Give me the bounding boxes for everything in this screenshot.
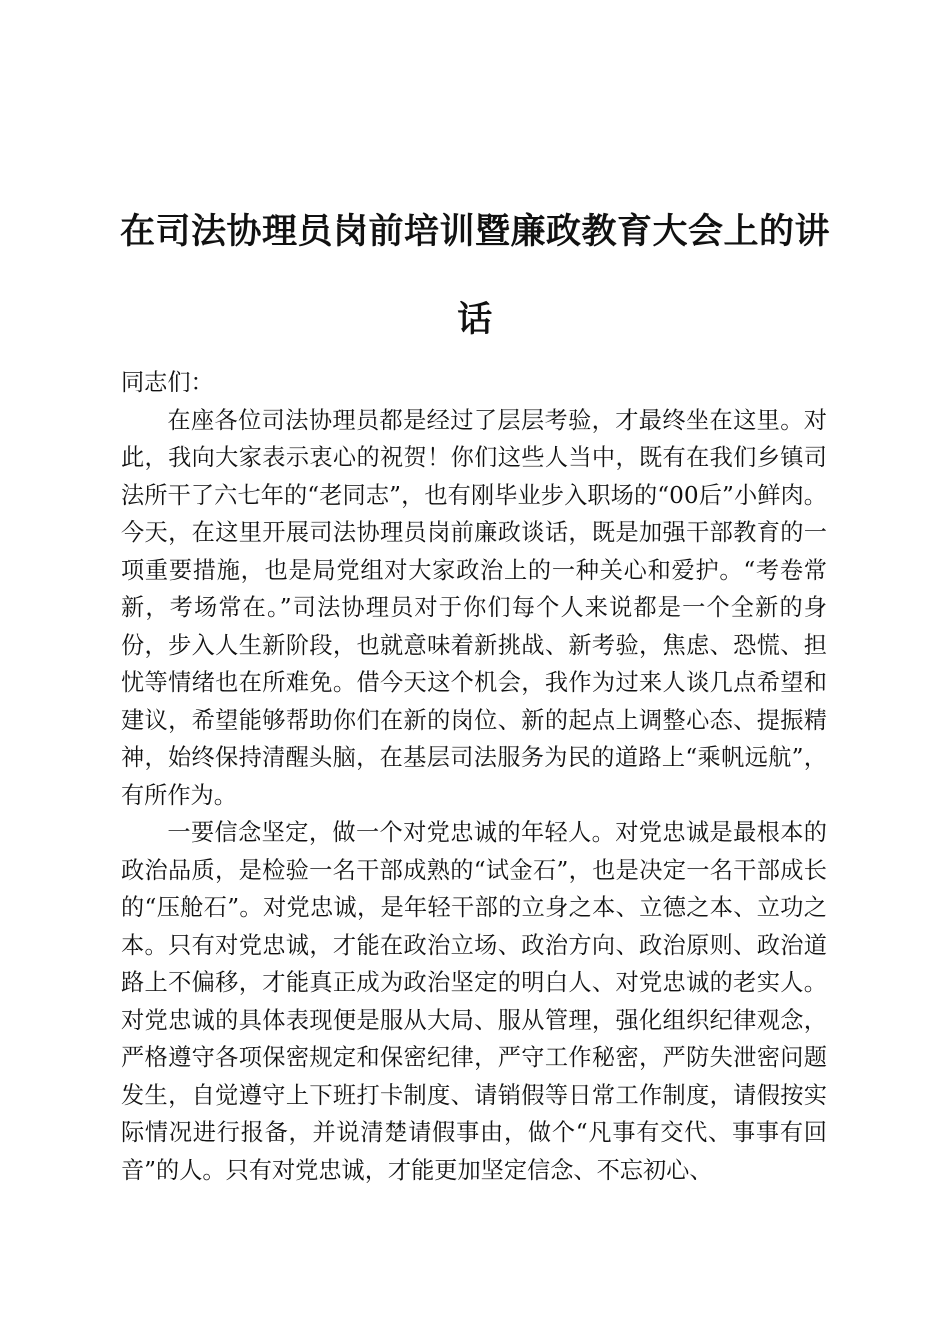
salutation: 同志们： [121,369,214,396]
document-body [121,364,827,1189]
paragraph-intro: 在座各位司法协理员都是经过了层层考验，才最终坐在这里。对此，我向大家表示衷心的祝贺！你们这些人当中，既有在我们乡镇司法所干了六七年的“老同志”，也有刚毕业步入职场的“00后”小鲜肉。今天，在这里开展司法协理员岗前廉政谈话，既是加强干部教育的一项重要措施，也是局党组对大家政治上的一种关心和爱护。“考卷常新，考场常在。”司法协理员对于你们每个人来说都是一个全新的身份，步入人生新阶段，也就意味着新挑战、新考验，焦虑、恐慌、担忧等情绪也在所难免。借今天这个机会，我作为过来人谈几点希望和建议，希望能够帮助你们在新的岗位、新的起点上调整心态、提振精神，始终保持清醒头脑，在基层司法服务为民的道路上“乘帆远航”，有所作为。 [121,406,827,809]
document-title: 在司法协理员岗前培训暨廉政教育大会上的讲话 [119,211,830,340]
paragraph-loyalty: 一要信念坚定，做一个对党忠诚的年轻人。对党忠诚是最根本的政治品质，是检验一名干部成熟的“试金石”，也是决定一名干部成长的“压舱石”。对党忠诚，是年轻干部的立身之本、立德之本、立功之本。只有对党忠诚，才能在政治立场、政治方向、政治原则、政治道路上不偏移，才能真正成为政治坚定的明白人、对党忠诚的老实人。对党忠诚的具体表现便是服从大局、服从管理，强化组织纪律观念，严格遵守各项保密规定和保密纪律，严守工作秘密，严防失泄密问题发生，自觉遵守上下班打卡制度、请销假等日常工作制度，请假按实际情况进行报备，并说清楚请假事由，做个“凡事有交代、事事有回音”的人。只有对党忠诚，才能更加坚定信念、不忘初心、 [121,819,827,1184]
